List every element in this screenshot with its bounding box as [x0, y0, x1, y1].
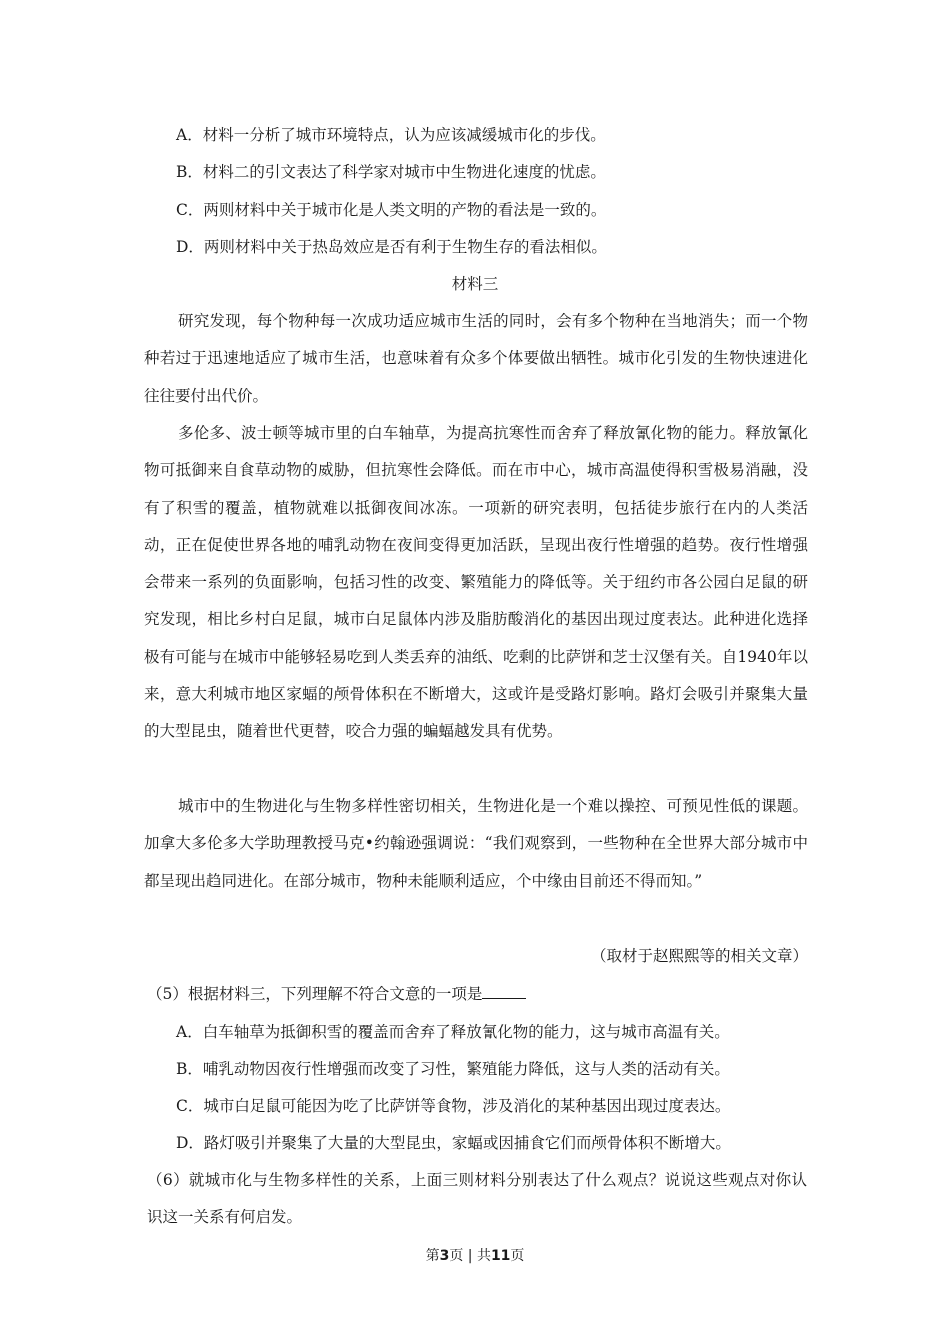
- option-b: B．材料二的引文表达了科学家对城市中生物进化速度的忧虑。: [176, 163, 606, 181]
- option-c: C．两则材料中关于城市化是人类文明的产物的看法是一致的。: [176, 201, 607, 219]
- material-paragraph-3: 城市中的生物进化与生物多样性密切相关，生物进化是一个难以操控、可预见性低的课题。加拿大多伦多大学助理教授马克•约翰逊强调说：“我们观察到，一些物种在全世界大部分城市中都呈现出趋同进化。在部分城市，物种未能顺利适应，个中缘由目前还不得而知。”: [144, 797, 808, 890]
- q5-option-c: C．城市白足鼠可能因为吃了比萨饼等食物，涉及消化的某种基因出现过度表达。: [176, 1097, 731, 1115]
- q5-option-b: B．哺乳动物因夜行性增强而改变了习性，繁殖能力降低，这与人类的活动有关。: [176, 1060, 730, 1078]
- question-6: （6）就城市化与生物多样性的关系，上面三则材料分别表达了什么观点？说说这些观点对你认识这一关系有何启发。: [147, 1171, 807, 1226]
- material-title: 材料三: [451, 275, 499, 293]
- question-5-text: （5）根据材料三，下列理解不符合文意的一项是: [147, 985, 483, 1003]
- footer-total-suffix: 页: [510, 1248, 525, 1264]
- footer-separator: |: [463, 1248, 477, 1264]
- footer-total-prefix: 共: [476, 1248, 491, 1264]
- footer-page-number: 3: [439, 1248, 450, 1264]
- option-a: A．材料一分析了城市环境特点，认为应该减缓城市化的步伐。: [176, 126, 606, 144]
- question-5-stem: [147, 984, 526, 1004]
- footer-page-prefix: 第: [425, 1248, 440, 1264]
- material-paragraph-1: 研究发现，每个物种每一次成功适应城市生活的同时，会有多个物种在当地消失；而一个物种若过于迅速地适应了城市生活，也意味着有众多个体要做出牺牲。城市化引发的生物快速进化往往要付出代价。: [144, 312, 808, 405]
- footer-page-mid: 页: [449, 1248, 464, 1264]
- footer-total-number: 11: [490, 1248, 511, 1264]
- option-d: D．两则材料中关于热岛效应是否有利于生物生存的看法相似。: [176, 238, 607, 256]
- q5-option-d: D．路灯吸引并聚集了大量的大型昆虫，家蝠或因捕食它们而颅骨体积不断增大。: [176, 1134, 731, 1152]
- material-source: （取材于赵熙熙等的相关文章）: [590, 947, 808, 965]
- q5-option-a: A．白车轴草为抵御积雪的覆盖而舍弃了释放氰化物的能力，这与城市高温有关。: [176, 1023, 730, 1041]
- material-paragraph-2: 多伦多、波士顿等城市里的白车轴草，为提高抗寒性而舍弃了释放氰化物的能力。释放氰化物可抵御来自食草动物的威胁，但抗寒性会降低。而在市中心，城市高温使得积雪极易消融，没有了积雪的覆盖，植物就难以抵御夜间冰冻。一项新的研究表明，包括徒步旅行在内的人类活动，正在促使世界各地的哺乳动物在夜间变得更加活跃，呈现出夜行性增强的趋势。夜行性增强会带来一系列的负面影响，包括习性的改变、繁殖能力的降低等。关于纽约市各公园白足鼠的研究发现，相比乡村白足鼠，城市白足鼠体内涉及脂肪酸消化的基因出现过度表达。此种进化选择极有可能与在城市中能够轻易吃到人类丢弃的油纸、吃剩的比萨饼和芝士汉堡有关。自1940年以来，意大利城市地区家蝠的颅骨体积在不断增大，这或许是受路灯影响。路灯会吸引并聚集大量的大型昆虫，随着世代更替，咬合力强的蝙蝠越发具有优势。: [144, 424, 808, 741]
- page-footer: [0, 1245, 950, 1265]
- answer-blank[interactable]: [482, 984, 526, 999]
